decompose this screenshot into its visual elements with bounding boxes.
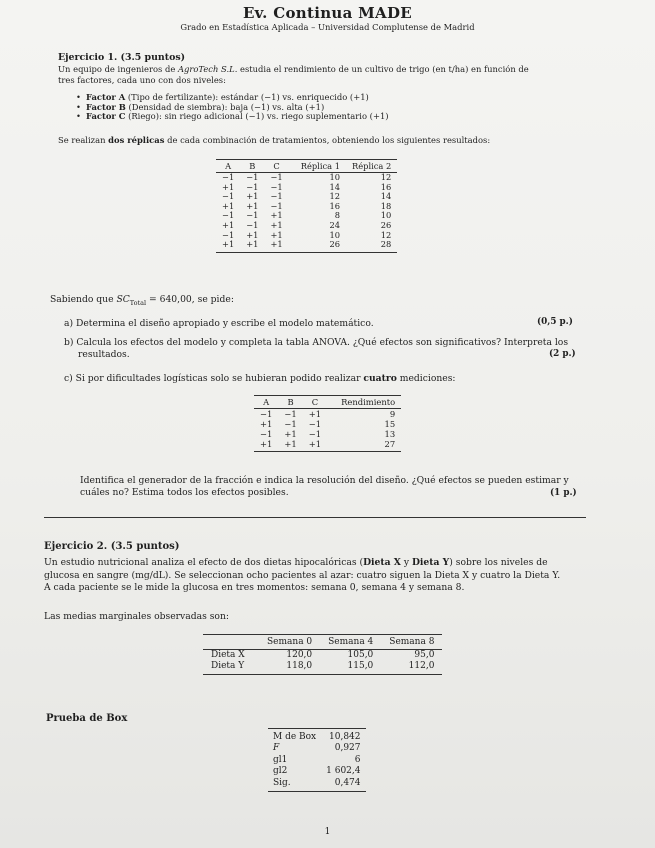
intro-text: glucosa en sangre (mg/dL). Se seleccionan ocho pacientes al azar: cuatro siguen la Dieta X y cuatro la Dieta Y. <box>44 569 561 581</box>
question-c-points: (1 p.) <box>550 488 577 498</box>
cell: +1 <box>240 240 264 252</box>
table-row <box>216 231 397 241</box>
table-row <box>268 766 366 777</box>
cell: 9 <box>389 409 396 419</box>
cell: 16 <box>380 181 392 192</box>
cell: +1 <box>270 229 283 240</box>
cell: 10 <box>329 172 340 182</box>
exercise-1-intro <box>58 64 618 85</box>
cell: −1 <box>246 210 259 221</box>
cell: −1 <box>222 191 235 202</box>
factor-name: Factor A <box>85 92 126 102</box>
exercise-2-heading: Ejercicio 2. (3.5 puntos) <box>44 541 180 552</box>
cell: 8 <box>334 210 340 221</box>
cell: 115,0 <box>320 661 381 675</box>
table-row <box>268 778 366 792</box>
table-row <box>216 192 397 202</box>
marginal-means-table <box>203 634 442 675</box>
table-row <box>216 202 397 212</box>
table-header-row <box>203 635 442 650</box>
results-table <box>216 159 397 253</box>
table-row <box>203 650 442 662</box>
cell: +1 <box>303 439 327 452</box>
intro-text: tres factores, cada uno con dos niveles: <box>58 74 226 85</box>
cell: +1 <box>246 200 259 211</box>
exercise-1-heading: Ejercicio 1. (3.5 puntos) <box>58 52 186 63</box>
question-c-detail <box>80 475 620 500</box>
factor-name: Factor C <box>85 111 126 122</box>
cell: +1 <box>216 240 240 252</box>
table-row <box>216 240 397 252</box>
cell: +1 <box>284 429 297 439</box>
cell: 24 <box>329 219 340 230</box>
statement-text: Sabiendo que <box>50 294 117 305</box>
cell: 14 <box>329 181 340 192</box>
intro-text: Un equipo de ingenieros de <box>58 64 178 74</box>
medias-statement: Las medias marginales observadas son: <box>44 611 229 622</box>
stat-label: Sig. <box>273 777 291 788</box>
stat-value: 1 602,4 <box>326 766 361 777</box>
column-header: A <box>216 160 240 173</box>
cell: −1 <box>246 219 259 230</box>
table-row <box>268 755 366 766</box>
sc-total-statement <box>50 294 234 309</box>
question-text: resultados. <box>78 349 130 361</box>
page-title: Ev. Continua MADE <box>242 4 413 22</box>
cell: −1 <box>260 409 273 419</box>
cell: 14 <box>380 191 392 202</box>
factor-desc: (Riego): sin riego adicional (−1) vs. riego suplementario (+1) <box>125 111 389 122</box>
column-header: Semana 4 <box>320 635 381 650</box>
cell: 27 <box>327 439 401 452</box>
stat-label: M de Box <box>273 732 317 742</box>
table-row <box>268 729 366 744</box>
cell: −1 <box>284 409 297 419</box>
table-row <box>203 661 442 675</box>
stat-value: 0,927 <box>334 743 361 754</box>
question-b-points: (2 p.) <box>549 349 576 359</box>
cell: Dieta Y <box>203 661 259 675</box>
intro-text: ) sobre los niveles de <box>449 557 548 568</box>
statement-text: = 640,00, se pide: <box>146 294 234 305</box>
cell: 105,0 <box>347 650 374 660</box>
question-c <box>64 373 456 385</box>
cell: 112,0 <box>381 661 442 675</box>
question-a: a) Determina el diseño apropiado y escribe el modelo matemático. <box>64 318 374 329</box>
cell: +1 <box>260 419 273 429</box>
stat-value: 6 <box>354 754 361 765</box>
question-a-points: (0,5 p.) <box>537 317 573 327</box>
intro-text: y <box>400 557 412 568</box>
cell: 12 <box>380 229 392 240</box>
column-header: Rendimiento <box>327 396 401 409</box>
column-header: A <box>254 396 278 409</box>
math-symbol: SC <box>116 294 130 305</box>
diet-name: Dieta Y <box>411 557 450 568</box>
box-test-table <box>268 728 366 792</box>
cell: −1 <box>246 172 259 182</box>
factor-list <box>76 93 389 122</box>
cell: +1 <box>254 439 278 452</box>
cell: 13 <box>384 429 396 439</box>
question-bold: cuatro <box>363 373 397 384</box>
cell: +1 <box>308 409 322 419</box>
statement-text: de cada combinación de tratamientos, obteniendo los siguientes resultados: <box>164 135 491 145</box>
intro-text: Un estudio nutricional analiza el efecto de dos dietas hipocalóricas ( <box>44 557 364 568</box>
cell: 118,0 <box>259 661 320 675</box>
cell: 10 <box>329 229 340 240</box>
column-header: B <box>278 396 302 409</box>
page-number: 1 <box>324 827 331 837</box>
table-row <box>216 183 397 193</box>
table-row <box>216 173 397 183</box>
question-text: cuáles no? Estima todos los efectos posibles. <box>80 487 289 499</box>
column-header: C <box>303 396 327 409</box>
column-header: Semana 8 <box>381 635 442 650</box>
diet-name: Dieta X <box>363 557 401 568</box>
stat-value: 0,474 <box>334 777 361 788</box>
question-text: mediciones: <box>396 373 456 384</box>
table-row <box>216 221 397 231</box>
cell: 26 <box>380 219 392 230</box>
cell: −1 <box>270 172 283 182</box>
cell: +1 <box>270 219 283 230</box>
intro-text: A cada paciente se le mide la glucosa en tres momentos: semana 0, semana 4 y semana 8. <box>44 582 465 594</box>
cell: 26 <box>289 240 346 252</box>
column-header <box>203 635 259 650</box>
question-b <box>64 337 624 362</box>
column-header: B <box>240 160 264 173</box>
stat-label: gl2 <box>273 766 288 777</box>
cell: −1 <box>284 419 297 429</box>
question-text: c) Si por dificultades logísticas solo se hubieran podido realizar <box>64 373 364 384</box>
replicas-statement <box>58 135 628 146</box>
table-row <box>268 743 366 754</box>
cell: 16 <box>329 200 340 211</box>
factor-desc: (Densidad de siembra): baja (−1) vs. alta (+1) <box>125 101 325 112</box>
company-name: AgroTech S.L. <box>177 64 238 74</box>
cell: 95,0 <box>414 650 435 660</box>
cell: −1 <box>222 210 235 221</box>
column-header: Semana 0 <box>259 635 320 650</box>
table-row <box>216 211 397 221</box>
cell: −1 <box>222 229 235 240</box>
cell: −1 <box>222 172 235 182</box>
factor-item <box>76 112 389 122</box>
table-row <box>254 429 401 439</box>
cell: +1 <box>246 229 259 240</box>
table-header-row <box>216 160 397 173</box>
table-header-row <box>254 396 401 409</box>
statement-bold: dos réplicas <box>108 135 165 145</box>
cell: −1 <box>270 200 283 211</box>
table-row <box>254 439 401 452</box>
cell: +1 <box>264 240 288 252</box>
question-text: b) Calcula los efectos del modelo y completa la tabla ANOVA. ¿Qué efectos son significativos? Interpreta los <box>64 337 569 348</box>
cell: 28 <box>346 240 397 252</box>
exercise-2-intro <box>44 557 634 595</box>
box-test-title: Prueba de Box <box>46 713 128 724</box>
table-row <box>254 419 401 429</box>
page-subtitle: Grado en Estadística Aplicada – Universidad Complutense de Madrid <box>180 22 475 32</box>
cell: +1 <box>222 181 235 192</box>
cell: Dieta X <box>211 650 245 660</box>
question-text: Identifica el generador de la fracción e indica la resolución del diseño. ¿Qué efectos se pueden estimar y <box>80 475 569 486</box>
cell: −1 <box>270 181 283 192</box>
cell: +1 <box>222 200 235 211</box>
column-header: C <box>264 160 288 173</box>
table-row <box>254 409 401 420</box>
fraction-table <box>254 395 401 452</box>
stat-label: gl1 <box>273 754 288 765</box>
cell: −1 <box>270 191 283 202</box>
cell: −1 <box>260 429 273 439</box>
cell: +1 <box>270 210 283 221</box>
cell: 18 <box>380 200 392 211</box>
section-divider <box>44 517 586 518</box>
cell: 12 <box>380 172 392 182</box>
cell: −1 <box>246 181 259 192</box>
cell: −1 <box>308 419 322 429</box>
factor-desc: (Tipo de fertilizante): estándar (−1) vs. enriquecido (+1) <box>125 92 369 102</box>
cell: 12 <box>329 191 340 202</box>
math-subscript: Total <box>129 298 147 307</box>
cell: 120,0 <box>286 650 313 660</box>
cell: +1 <box>246 191 259 202</box>
cell: +1 <box>278 439 302 452</box>
statement-text: Se realizan <box>58 135 109 145</box>
cell: −1 <box>308 429 322 439</box>
factor-name: Factor B <box>85 101 126 112</box>
stat-value: 10,842 <box>329 732 361 742</box>
cell: +1 <box>222 219 235 230</box>
intro-text: estudia el rendimiento de un cultivo de trigo (en t/ha) en función de <box>237 64 529 74</box>
stat-label: F <box>273 743 280 754</box>
cell: 15 <box>384 419 396 429</box>
column-header: Réplica 1 <box>289 160 346 173</box>
column-header: Réplica 2 <box>346 160 397 173</box>
cell: 10 <box>380 210 392 221</box>
